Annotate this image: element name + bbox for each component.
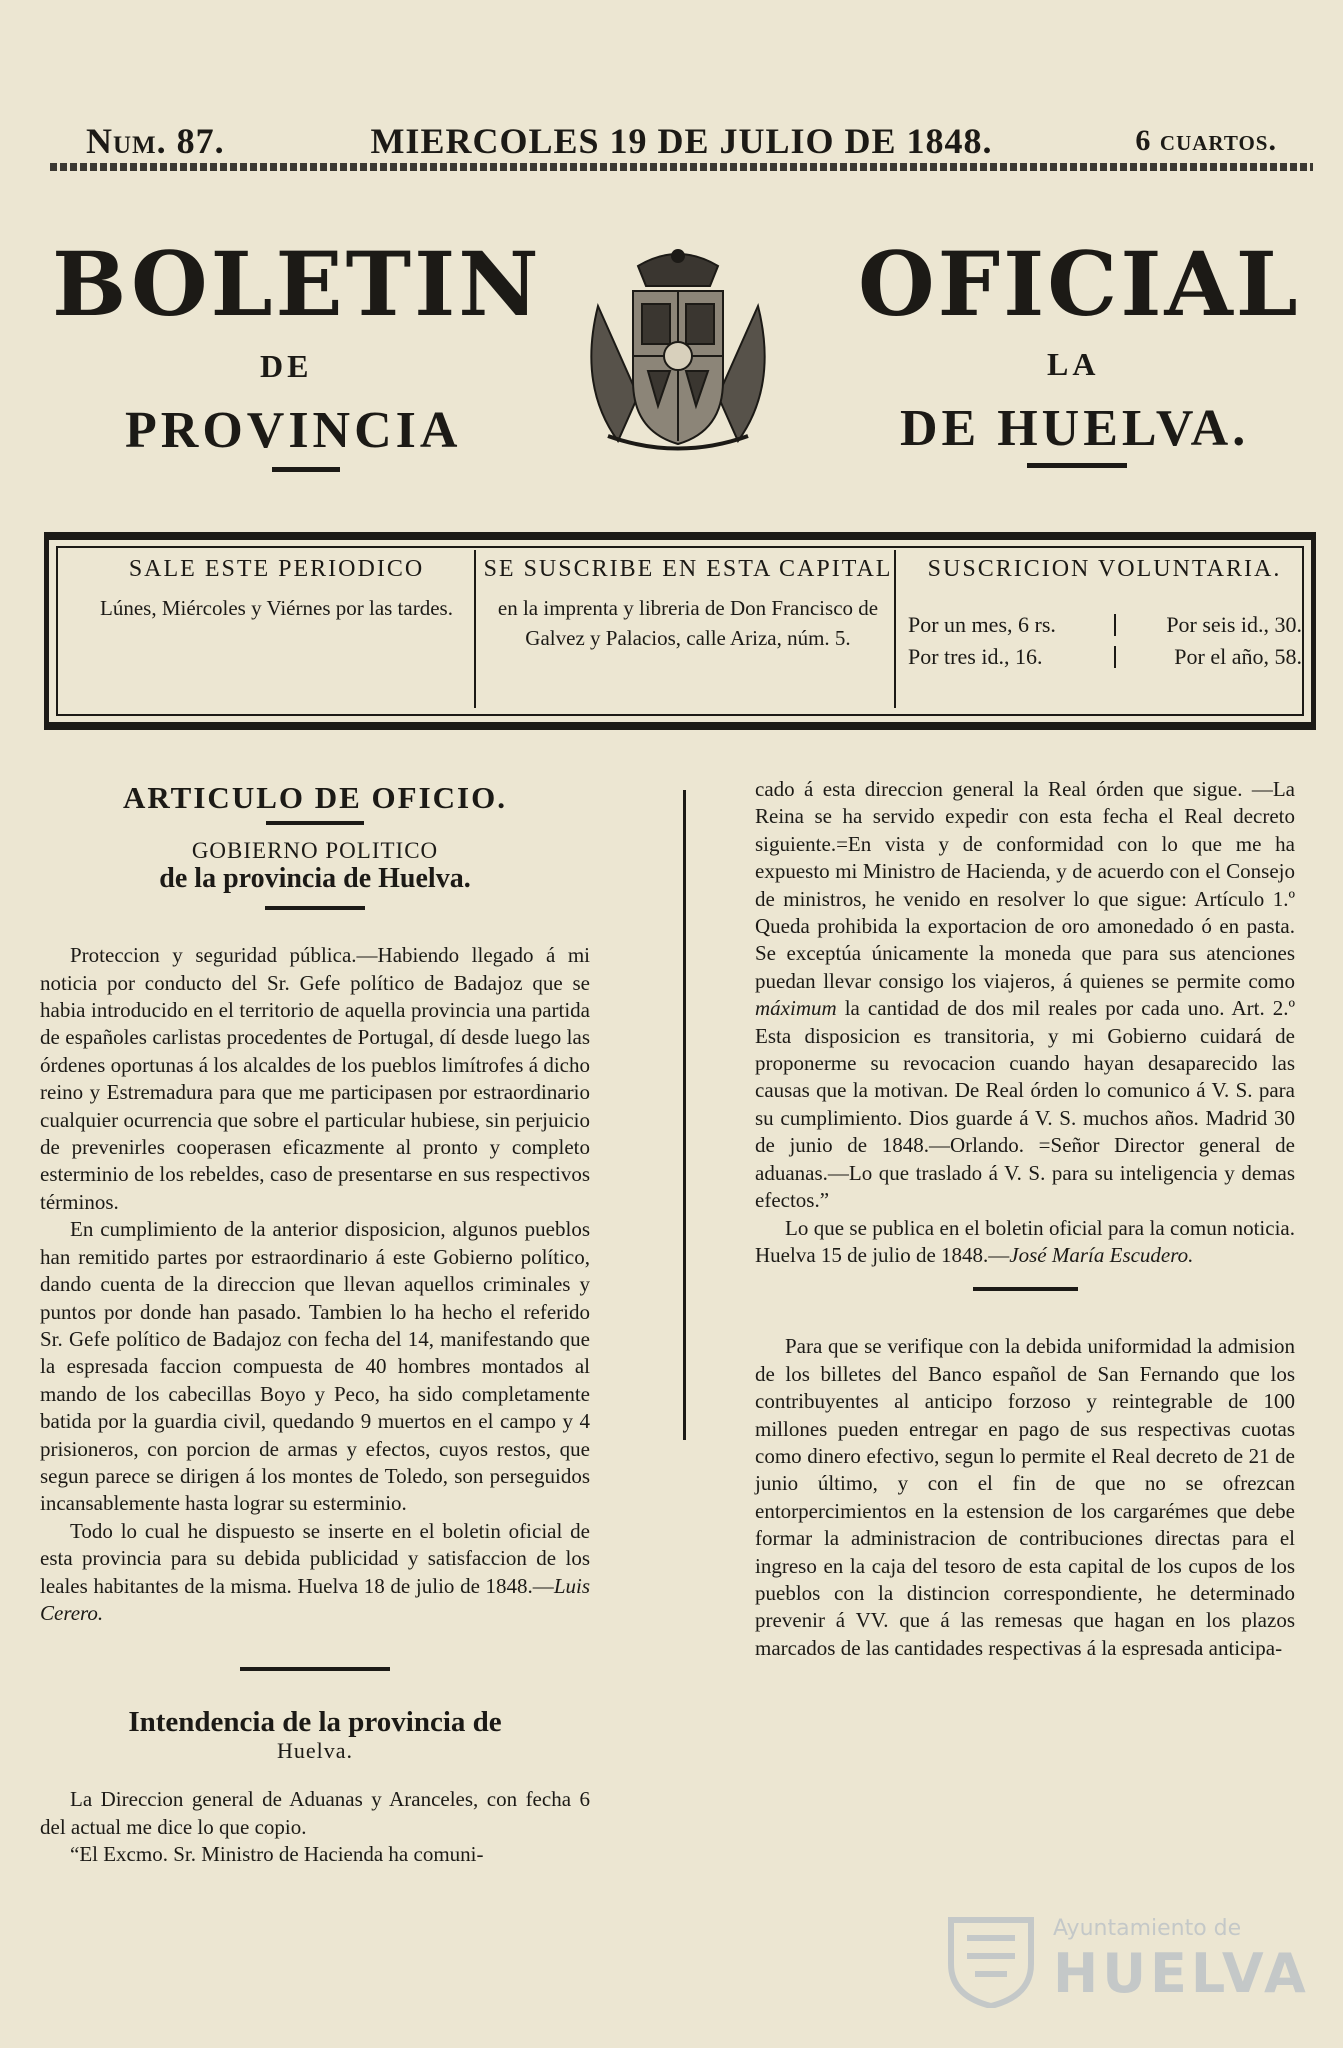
issue-number: Num. 87. <box>86 121 225 161</box>
paragraph: “El Excmo. Sr. Ministro de Hacienda ha comuni- <box>70 1842 484 1866</box>
subheading-gobierno: GOBIERNO POLITICO <box>191 838 439 864</box>
title-huelva: DE HUELVA. <box>900 400 1250 457</box>
subheading-provincia: de la provincia de Huelva. <box>159 862 471 894</box>
watermark-line2: HUELVA <box>1053 1942 1310 2005</box>
info-col3-heading: SUSCRICION VOLUNTARIA. <box>927 556 1282 582</box>
paragraph: Para que se verifique con la debida uniformidad la admision de los billetes del Banco español de San Fernando que los contribuyentes al anticipo forzoso y reintegrable de 100 millones pueden entregar en pago de sus respectivas cuotas como dinero efectivo, segun lo permite el Real decreto de 21 de junio último, y con el fin de que no se ofrezcan entorpercimientos en la estension de los cargarémes que debe formar la administracion de contribuciones directas para el ingreso en la caja del tesoro de esta capital de los cupos de los pueblos con la distincion correspondiente, he determinado prevenir á VV. que á las remesas que hagan en los plazos marcados de las cantidades respectivas á la espresada anticipa- <box>755 1334 1295 1660</box>
rate-right: Por el año, 58. <box>1174 644 1302 669</box>
royal-coat-of-arms-icon <box>578 246 778 456</box>
signature: Luis Cerero. <box>40 1573 590 1625</box>
subscription-info-box <box>44 532 1316 730</box>
ornamental-rule <box>50 163 1313 171</box>
watermark-line1: Ayuntamiento de <box>1053 1916 1242 1941</box>
info-subscription-place <box>482 556 894 706</box>
title-boletin: BOLETIN <box>52 232 542 336</box>
info-col2-heading: SE SUSCRIBE EN ESTA CAPITAL <box>483 556 893 582</box>
info-publication-days <box>74 556 479 706</box>
info-separator-2 <box>894 550 896 708</box>
paragraph: Lo que se publica en el boletin oficial para la comun noticia. Huelva 15 de julio de 1848.—José María Escudero. <box>755 1215 1295 1267</box>
paragraph: Todo lo cual he dispuesto se inserte en el boletin oficial de esta provincia para su debida publicidad y satisfaccion de los leales habitantes de la misma. Huelva 18 de julio de 1848.—Luis Cerero. <box>40 1518 590 1625</box>
paragraph: Proteccion y seguridad pública.—Habiendo llegado á mi noticia por conducto del Sr. Gefe político de Badajoz que se habia introducido en el territorio de aquella provincia una partida de españoles carlistas procedentes de Portugal, dí desde luego las órdenes oportunas á los alcaldes de los pueblos limítrofes á dicho reino y Estremadura para que me participasen por estraordinario cualquier ocurrencia que sobre el particular hubiese, sin perjuicio de prevenirles cooperasen eficazmente al pronto y completo esterminio de los rebeldes, caso de presentarse en sus respectivos términos. <box>40 943 590 1214</box>
left-column <box>40 780 590 1868</box>
title-underbar-left <box>272 467 340 472</box>
info-subscription-rates <box>902 556 1307 706</box>
column-divider <box>683 790 686 1440</box>
info-separator-1 <box>474 550 476 708</box>
info-col1-heading: SALE ESTE PERIODICO <box>128 556 425 582</box>
subheading-huelva: Huelva. <box>276 1737 354 1763</box>
title-oficial: OFICIAL <box>858 232 1301 336</box>
title-de: DE <box>260 348 313 384</box>
rate-left: Por tres id., 16. <box>908 644 1043 669</box>
rate-right: Por seis id., 30. <box>1166 612 1302 637</box>
paragraph: cado á esta direccion general la Real órden que sigue. —La Reina se ha servido expedir con esta fecha el Real decreto siguiente.=En vista y de conformidad con lo que me ha expuesto mi Ministro de Hacienda, y de acuerdo con el Consejo de ministros, he venido en resolver lo que sigue: Artículo 1.º Queda prohibida la exportacion de oro amonedado ó en pasta. Se exceptúa únicamente la moneda que para sus atenciones puedan llevar consigo los viajeros, á quienes se permite como máximum la cantidad de dos mil reales por cada uno. Art. 2.º Esta disposicion es transitoria, y mi Gobierno cuidará de proponerme su revocacion cuando hayan desaparecido las causas que la motivan. De Real órden lo comunico á V. S. para su cumplimiento. Dios guarde á V. S. muchos años. Madrid 30 de junio de 1848.—Orlando. =Señor Director general de aduanas.—Lo que traslado á V. S. para su inteligencia y demas efectos.” <box>755 777 1295 1213</box>
title-underbar-right <box>1027 463 1127 468</box>
title-la: LA <box>1047 346 1100 382</box>
signature: José María Escudero. <box>1009 1242 1194 1267</box>
section-heading-intendencia: Intendencia de la provincia de <box>128 1706 502 1739</box>
paragraph: En cumplimiento de la anterior disposicion, algunos pueblos han remitido partes por estraordinario á este Gobierno político, dando cuenta de la direccion que llevan aquellos criminales y puntos por donde han pasado. Tambien lo ha hecho el referido Sr. Gefe político de Badajoz con fecha del 14, manifestando que la espresada faccion compuesta de 40 hombres montados al mando de los cabecillas Boyo y Peco, ha sido completamente batida por la guardia civil, quedando 9 muertos en el campo y 4 prisioneros, con porcion de armas y efectos, cuyos restos, que segun parece se dirigen á los montes de Toledo, son perseguidos incansablemente hasta lograr su esterminio. <box>40 1217 590 1516</box>
shield-icon <box>943 1912 1039 2008</box>
info-col2-body: en la imprenta y libreria de Don Francisco de Galvez y Palacios, calle Ariza, núm. 5. <box>497 596 879 650</box>
right-column <box>755 776 1295 1662</box>
archive-watermark <box>923 1908 1310 2008</box>
title-provincia: PROVINCIA <box>125 402 462 459</box>
info-col1-body: Lúnes, Miércoles y Viérnes por las tardes. <box>100 596 453 620</box>
emphasis-maximum: máximum <box>755 996 837 1021</box>
issue-price: 6 cuartos. <box>1135 124 1277 157</box>
rate-left: Por un mes, 6 rs. <box>908 612 1056 637</box>
issue-date: MIERCOLES 19 DE JULIO DE 1848. <box>370 121 993 161</box>
section-heading-articulo: ARTICULO DE OFICIO. <box>123 780 507 815</box>
masthead-topline <box>80 120 1283 164</box>
paragraph: La Direccion general de Aduanas y Aranceles, con fecha 6 del actual me dice lo que copio. <box>40 1787 590 1839</box>
